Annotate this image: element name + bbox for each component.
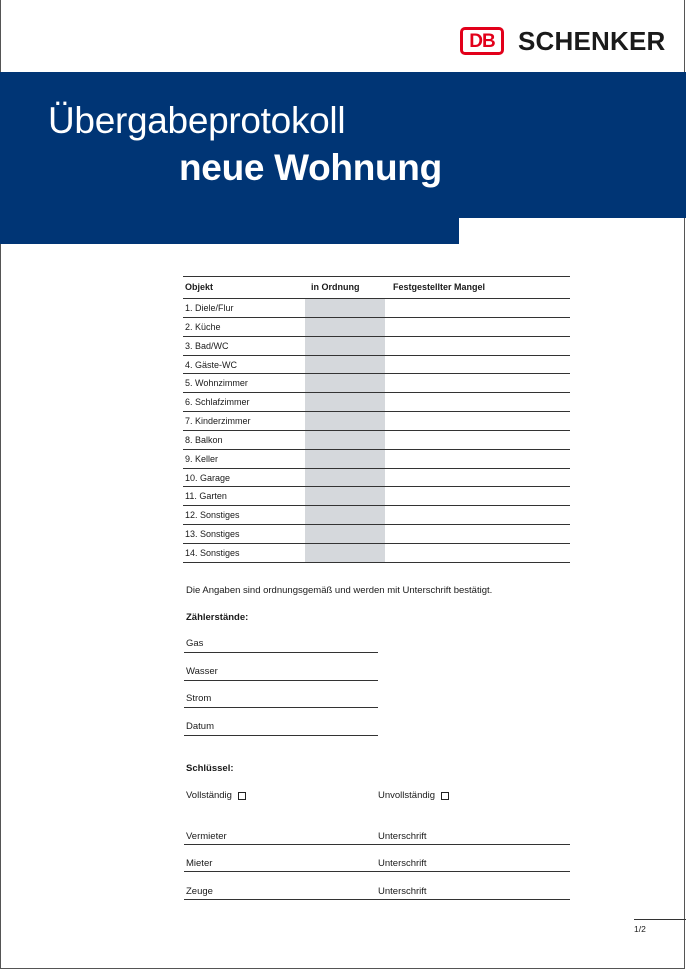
- in-order-cell[interactable]: [305, 299, 385, 317]
- table-row: [183, 337, 570, 356]
- in-order-cell[interactable]: [305, 393, 385, 411]
- signature-role: Zeuge: [186, 886, 213, 897]
- table-row: [183, 487, 570, 506]
- in-order-cell[interactable]: [305, 431, 385, 449]
- in-order-cell[interactable]: [305, 412, 385, 430]
- in-order-cell[interactable]: [305, 525, 385, 543]
- keys-incomplete-checkbox[interactable]: [441, 792, 449, 800]
- table-row: [183, 469, 570, 488]
- signature-label: Unterschrift: [378, 858, 427, 869]
- in-order-cell[interactable]: [305, 337, 385, 355]
- meter-label: Gas: [186, 638, 204, 649]
- keys-complete-option[interactable]: [186, 790, 246, 801]
- table-row: [183, 412, 570, 431]
- table-row: [183, 450, 570, 469]
- signature-role: Mieter: [186, 858, 213, 869]
- table-row: [183, 299, 570, 318]
- meter-label: Datum: [186, 721, 214, 732]
- table-row: [183, 525, 570, 544]
- meter-label: Strom: [186, 693, 212, 704]
- defect-cell[interactable]: [385, 318, 570, 336]
- table-row: [183, 318, 570, 337]
- table-row: [183, 506, 570, 525]
- table-row: [183, 393, 570, 412]
- page-number: 1/2: [634, 924, 646, 934]
- in-order-cell[interactable]: [305, 469, 385, 487]
- header-band-extension: [0, 218, 459, 244]
- room-label: 6. Schlafzimmer: [185, 397, 250, 408]
- meter-field-gas[interactable]: [184, 637, 378, 653]
- column-header-ok: in Ordnung: [311, 282, 360, 292]
- signature-label: Unterschrift: [378, 831, 427, 842]
- meter-field-date[interactable]: [184, 720, 378, 736]
- room-label: 12. Sonstiges: [185, 510, 240, 521]
- db-schenker-logo: [460, 25, 666, 57]
- defect-cell[interactable]: [385, 299, 570, 317]
- signature-label: Unterschrift: [378, 886, 427, 897]
- meter-field-electricity[interactable]: [184, 692, 378, 708]
- defect-cell[interactable]: [385, 544, 570, 562]
- table-row: [183, 356, 570, 375]
- table-row: [183, 374, 570, 393]
- in-order-cell[interactable]: [305, 487, 385, 505]
- defect-cell[interactable]: [385, 487, 570, 505]
- table-header: [183, 276, 570, 299]
- defect-cell[interactable]: [385, 393, 570, 411]
- inspection-table: [183, 276, 570, 563]
- table-body: [183, 299, 570, 563]
- title-line-1: Übergabeprotokoll: [48, 100, 346, 141]
- header-band: [0, 72, 686, 218]
- defect-cell[interactable]: [385, 337, 570, 355]
- column-header-object: Objekt: [185, 282, 214, 292]
- room-label: 8. Balkon: [185, 434, 223, 445]
- defect-cell[interactable]: [385, 525, 570, 543]
- keys-title: Schlüssel:: [186, 763, 234, 774]
- room-label: 11. Garten: [185, 491, 227, 502]
- room-label: 9. Keller: [185, 453, 219, 464]
- meter-field-water[interactable]: [184, 665, 378, 681]
- signature-line-landlord[interactable]: [184, 829, 570, 845]
- in-order-cell[interactable]: [305, 450, 385, 468]
- keys-incomplete-label: Unvollständig: [378, 790, 436, 801]
- in-order-cell[interactable]: [305, 544, 385, 562]
- defect-cell[interactable]: [385, 374, 570, 392]
- defect-cell[interactable]: [385, 469, 570, 487]
- title-line-2: neue Wohnung: [179, 147, 442, 188]
- signature-role: Vermieter: [186, 831, 227, 842]
- room-label: 13. Sonstiges: [185, 529, 240, 540]
- db-logo-icon: [460, 27, 504, 55]
- keys-complete-checkbox[interactable]: [238, 792, 246, 800]
- in-order-cell[interactable]: [305, 356, 385, 374]
- defect-cell[interactable]: [385, 431, 570, 449]
- room-label: 7. Kinderzimmer: [185, 416, 251, 427]
- defect-cell[interactable]: [385, 356, 570, 374]
- db-logo-text: DB: [469, 30, 495, 52]
- defect-cell[interactable]: [385, 506, 570, 524]
- meters-title: Zählerstände:: [186, 612, 249, 623]
- room-label: 3. Bad/WC: [185, 340, 229, 351]
- table-row: [183, 431, 570, 450]
- room-label: 10. Garage: [185, 472, 231, 483]
- room-label: 14. Sonstiges: [185, 547, 240, 558]
- meter-label: Wasser: [186, 666, 218, 677]
- keys-incomplete-option[interactable]: [378, 790, 449, 801]
- in-order-cell[interactable]: [305, 374, 385, 392]
- table-row: [183, 544, 570, 563]
- brand-name: SCHENKER: [518, 26, 666, 56]
- room-label: 1. Diele/Flur: [185, 303, 234, 313]
- room-label: 4. Gäste-WC: [185, 359, 238, 370]
- signature-line-tenant[interactable]: [184, 856, 570, 872]
- defect-cell[interactable]: [385, 450, 570, 468]
- page-number-rule: [634, 919, 686, 920]
- room-label: 5. Wohnzimmer: [185, 378, 248, 389]
- keys-complete-label: Vollständig: [186, 790, 232, 801]
- column-header-defect: Festgestellter Mangel: [393, 282, 486, 292]
- in-order-cell[interactable]: [305, 506, 385, 524]
- signature-line-witness[interactable]: [184, 884, 570, 900]
- in-order-cell[interactable]: [305, 318, 385, 336]
- defect-cell[interactable]: [385, 412, 570, 430]
- room-label: 2. Küche: [185, 321, 221, 332]
- confirmation-text: Die Angaben sind ordnungsgemäß und werden mit Unterschrift bestätigt.: [186, 585, 493, 596]
